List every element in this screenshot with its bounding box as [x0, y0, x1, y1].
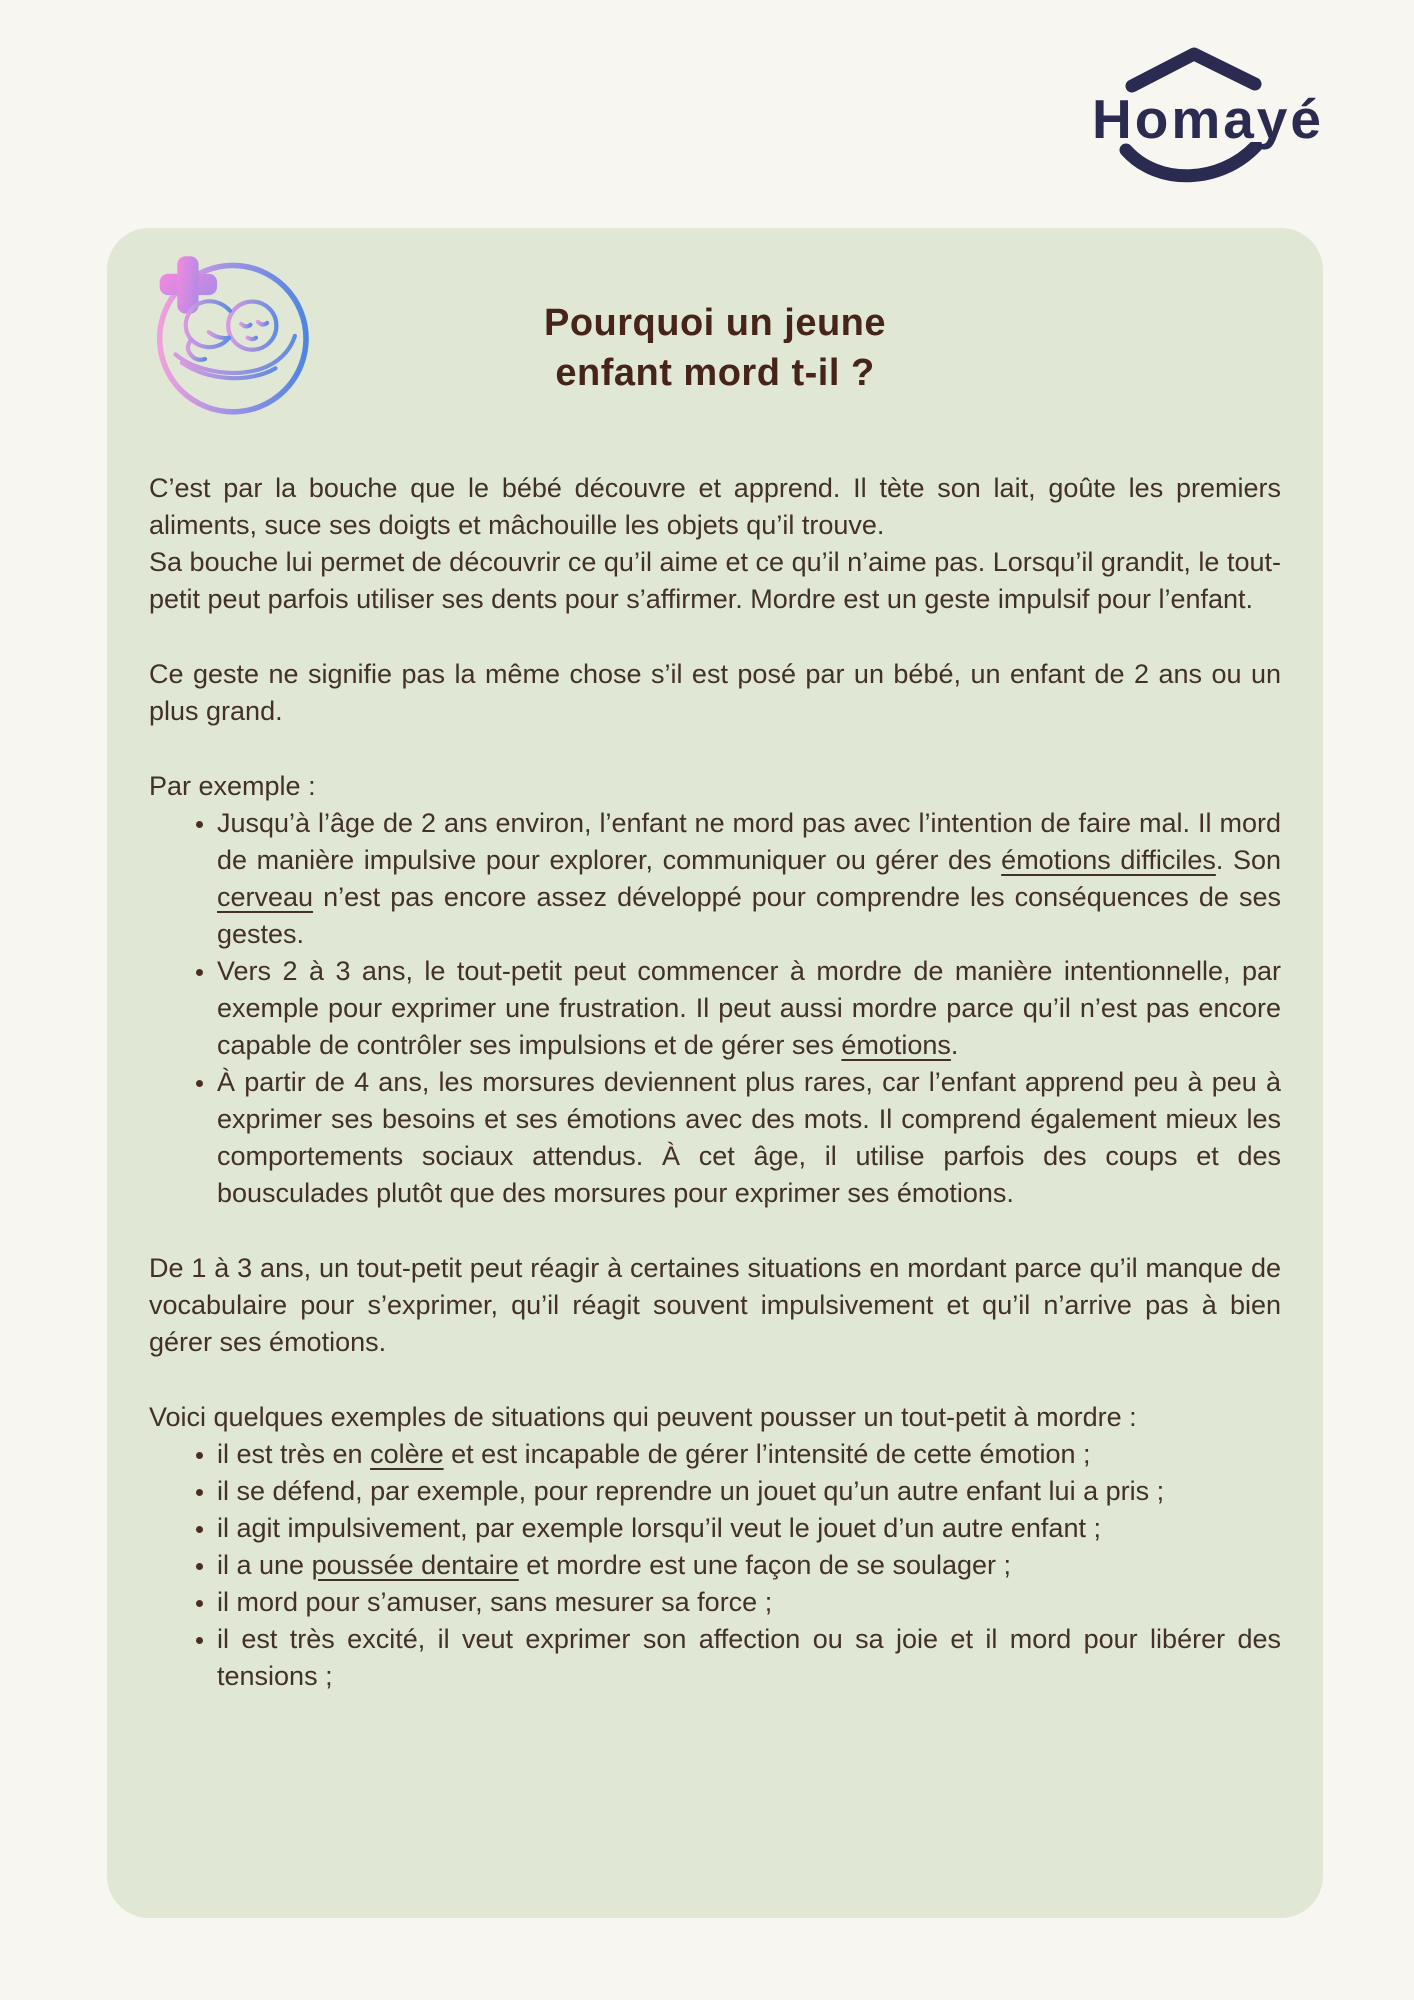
text-segment: il est très excité, il veut exprimer son affection ou sa joie et il mord pour libérer des tensions ; — [217, 1624, 1281, 1691]
examples-list — [149, 805, 1281, 1212]
list-item — [217, 1510, 1281, 1547]
article-card — [107, 228, 1323, 1918]
text-segment: et mordre est une façon de se soulager ; — [518, 1550, 1012, 1580]
inline-link[interactable]: émotions — [841, 1030, 951, 1060]
paragraph-intro-line1: C’est par la bouche que le bébé découvre et apprend. Il tète son lait, goûte les premiers aliments, suce ses doigts et mâchouille les objets qu’il trouve. — [149, 473, 1281, 540]
text-segment: et est incapable de gérer l’intensité de cette émotion ; — [443, 1439, 1091, 1469]
smile-icon — [1116, 142, 1266, 190]
inline-link[interactable]: poussée dentaire — [311, 1550, 519, 1580]
inline-link[interactable]: colère — [370, 1439, 444, 1469]
paragraph-intro-line2: Sa bouche lui permet de découvrir ce qu’il aime et ce qu’il n’aime pas. Lorsqu’il grandit, le tout-petit peut parfois utiliser ses dents pour s’affirmer. Mordre est un geste impulsif pour l’enfant. — [149, 547, 1281, 614]
text-segment: il est très en — [217, 1439, 371, 1469]
list-item — [217, 1064, 1281, 1212]
inline-link[interactable]: émotions difficiles — [1001, 845, 1216, 875]
page-title-line1: Pourquoi un jeune — [543, 302, 887, 344]
list-item — [217, 1473, 1281, 1510]
brand-logo — [1058, 42, 1358, 190]
card-header — [107, 228, 1323, 470]
text-segment: il agit impulsivement, par exemple lorsqu’il veut le jouet d’un autre enfant ; — [217, 1513, 1101, 1543]
text-segment: n’est pas encore assez développé pour comprendre les conséquences de ses gestes. — [217, 882, 1281, 949]
text-segment: Jusqu’à l’âge de 2 ans environ, l’enfant ne mord pas avec l’intention de faire mal. Il mord de manière impulsive pour explorer, communiquer ou gérer des — [217, 808, 1281, 875]
text-segment: À partir de 4 ans, les morsures deviennent plus rares, car l’enfant apprend peu à peu à exprimer ses besoins et ses émotions avec des mots. Il comprend également mieux les comportements sociaux attendus. À cet âge, il utilise parfois des coups et des bousculades plutôt que des morsures pour exprimer ses émotions. — [217, 1067, 1281, 1208]
list-item — [217, 1621, 1281, 1695]
roof-icon — [1118, 42, 1268, 94]
situations-label: Voici quelques exemples de situations qui peuvent pousser un tout-petit à mordre : — [149, 1402, 1137, 1432]
list-item — [217, 1436, 1281, 1473]
page-title-line2: enfant mord t-il ? — [555, 352, 875, 394]
text-segment: . Son — [1215, 845, 1281, 875]
text-segment: Vers 2 à 3 ans, le tout-petit peut commencer à mordre de manière intentionnelle, par exemple pour exprimer une frustration. Il peut aussi mordre parce qu’il n’est pas encore capable de contrôler ses impulsions et de gérer ses — [217, 956, 1281, 1060]
paragraph-meaning: Ce geste ne signifie pas la même chose s’il est posé par un bébé, un enfant de 2 ans ou un plus grand. — [149, 659, 1281, 726]
inline-link[interactable]: cerveau — [217, 882, 314, 912]
text-segment: il a une — [217, 1550, 312, 1580]
examples-label: Par exemple : — [149, 771, 316, 801]
situations-list — [149, 1436, 1281, 1695]
article-body — [107, 470, 1323, 1695]
text-segment: il se défend, par exemple, pour reprendre un jouet qu’un autre enfant lui a pris ; — [217, 1476, 1165, 1506]
list-item — [217, 953, 1281, 1064]
text-segment: . — [950, 1030, 959, 1060]
paragraph-ages: De 1 à 3 ans, un tout-petit peut réagir à certaines situations en mordant parce qu’il manque de vocabulaire pour s’exprimer, qu’il réagit souvent impulsivement et qu’il n’arrive pas à bien gérer ses émotions. — [149, 1253, 1281, 1357]
text-segment: il mord pour s’amuser, sans mesurer sa force ; — [217, 1587, 773, 1617]
paragraph-intro — [149, 470, 1281, 618]
list-item — [217, 1547, 1281, 1584]
brand-name: Homayé — [1092, 88, 1324, 150]
list-item — [217, 1584, 1281, 1621]
list-item — [217, 805, 1281, 953]
page-title — [107, 298, 1323, 398]
